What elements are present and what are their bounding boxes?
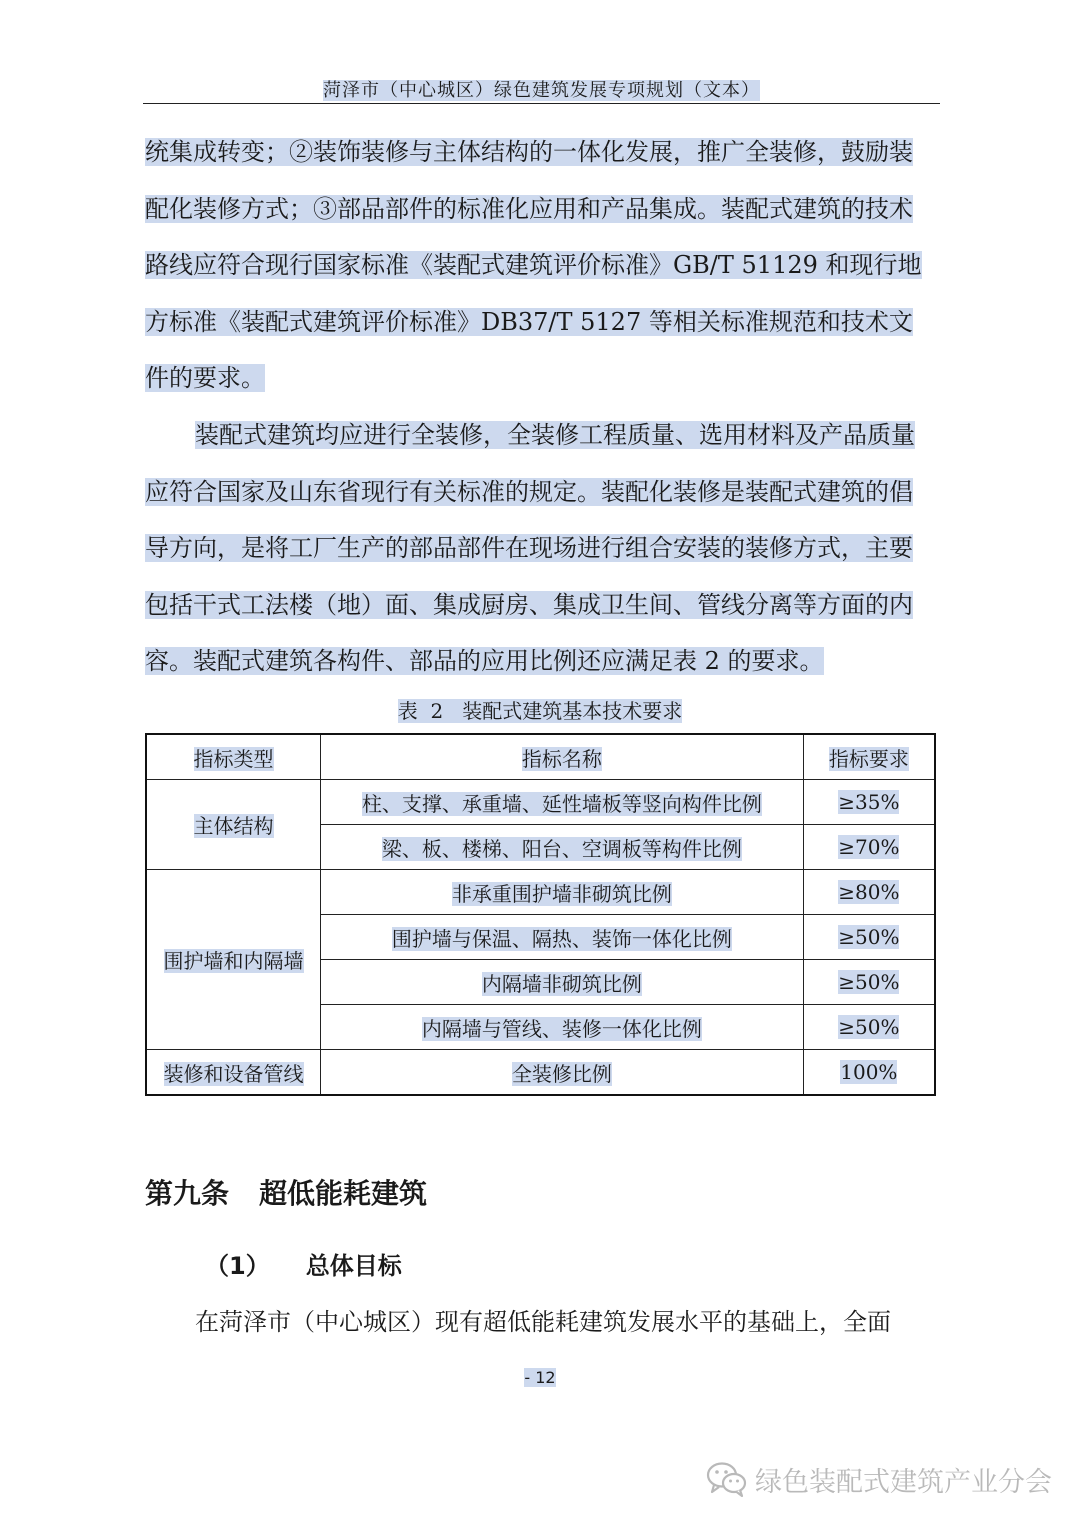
indicator-req-cell: 100% [803, 1050, 935, 1096]
paragraph-1 [145, 124, 935, 407]
indicator-type-cell: 围护墙和内隔墙 [146, 870, 321, 1050]
table-header-cell: 指标名称 [321, 734, 804, 780]
indicator-req-cell: ≥80% [803, 870, 935, 915]
table-header-cell: 指标要求 [803, 734, 935, 780]
paragraph-1-text: 统集成转变；②装饰装修与主体结构的一体化发展，推广全装修，鼓励装配化装修方式；③部品部件的标准化应用和产品集成。装配式建筑的技术路线应符合现行国家标准《装配式建筑评价标准》GB/T 51129 和现行地方标准《装配式建筑评价标准》DB37/T 5127 等相关标准规范和技术文件的要求。 [145, 138, 922, 392]
header-rule [143, 103, 940, 104]
paragraph-2 [145, 407, 935, 690]
subsection-heading [205, 1248, 402, 1284]
page-header [143, 76, 940, 102]
table-header-cell: 指标类型 [146, 734, 321, 780]
wechat-icon [705, 1459, 749, 1499]
indicator-req-cell: ≥70% [803, 825, 935, 870]
indicator-name-cell: 柱、支撑、承重墙、延性墙板等竖向构件比例 [321, 780, 804, 825]
indicator-req-cell: ≥35% [803, 780, 935, 825]
subsection-number: （1） [205, 1252, 270, 1280]
table-header-row [146, 734, 935, 780]
indicator-req-cell: ≥50% [803, 1005, 935, 1050]
section-number: 第九条 [145, 1177, 230, 1210]
indicator-name-cell: 全装修比例 [321, 1050, 804, 1096]
subsection-title: 总体目标 [305, 1252, 402, 1280]
indicator-type-cell: 主体结构 [146, 780, 321, 870]
header-title: 菏泽市（中心城区）绿色建筑发展专项规划（文本） [323, 80, 760, 101]
indicator-name-cell: 内隔墙非砌筑比例 [321, 960, 804, 1005]
watermark-text: 绿色装配式建筑产业分会 [755, 1466, 1052, 1498]
watermark [705, 1457, 1052, 1501]
requirements-table [145, 733, 936, 1096]
indicator-req-cell: ≥50% [803, 915, 935, 960]
indicator-type-cell: 装修和设备管线 [146, 1050, 321, 1096]
page-number: - 12 [524, 1368, 556, 1387]
indicator-req-cell: ≥50% [803, 960, 935, 1005]
indicator-name-cell: 梁、板、楼梯、阳台、空调板等构件比例 [321, 825, 804, 870]
table-caption-number: 表 2 [397, 699, 444, 723]
paragraph-3: 在菏泽市（中心城区）现有超低能耗建筑发展水平的基础上，全面 [195, 1308, 891, 1336]
table-row [146, 780, 935, 825]
table-row [146, 1050, 935, 1096]
table-row [146, 870, 935, 915]
section-heading [145, 1174, 427, 1214]
table-caption [145, 696, 935, 726]
indicator-name-cell: 围护墙与保温、隔热、装饰一体化比例 [321, 915, 804, 960]
paragraph-2-text: 装配式建筑均应进行全装修，全装修工程质量、选用材料及产品质量应符合国家及山东省现行有关标准的规定。装配化装修是装配式建筑的倡导方向，是将工厂生产的部品部件在现场进行组合安装的装修方式，主要包括干式工法楼（地）面、集成厨房、集成卫生间、管线分离等方面的内容。装配式建筑各构件、部品的应用比例还应满足表 2 的要求。 [145, 421, 915, 675]
table-caption-title: 装配式建筑基本技术要求 [462, 699, 683, 723]
indicator-name-cell: 非承重围护墙非砌筑比例 [321, 870, 804, 915]
section-title: 超低能耗建筑 [259, 1177, 428, 1210]
indicator-name-cell: 内隔墙与管线、装修一体化比例 [321, 1005, 804, 1050]
